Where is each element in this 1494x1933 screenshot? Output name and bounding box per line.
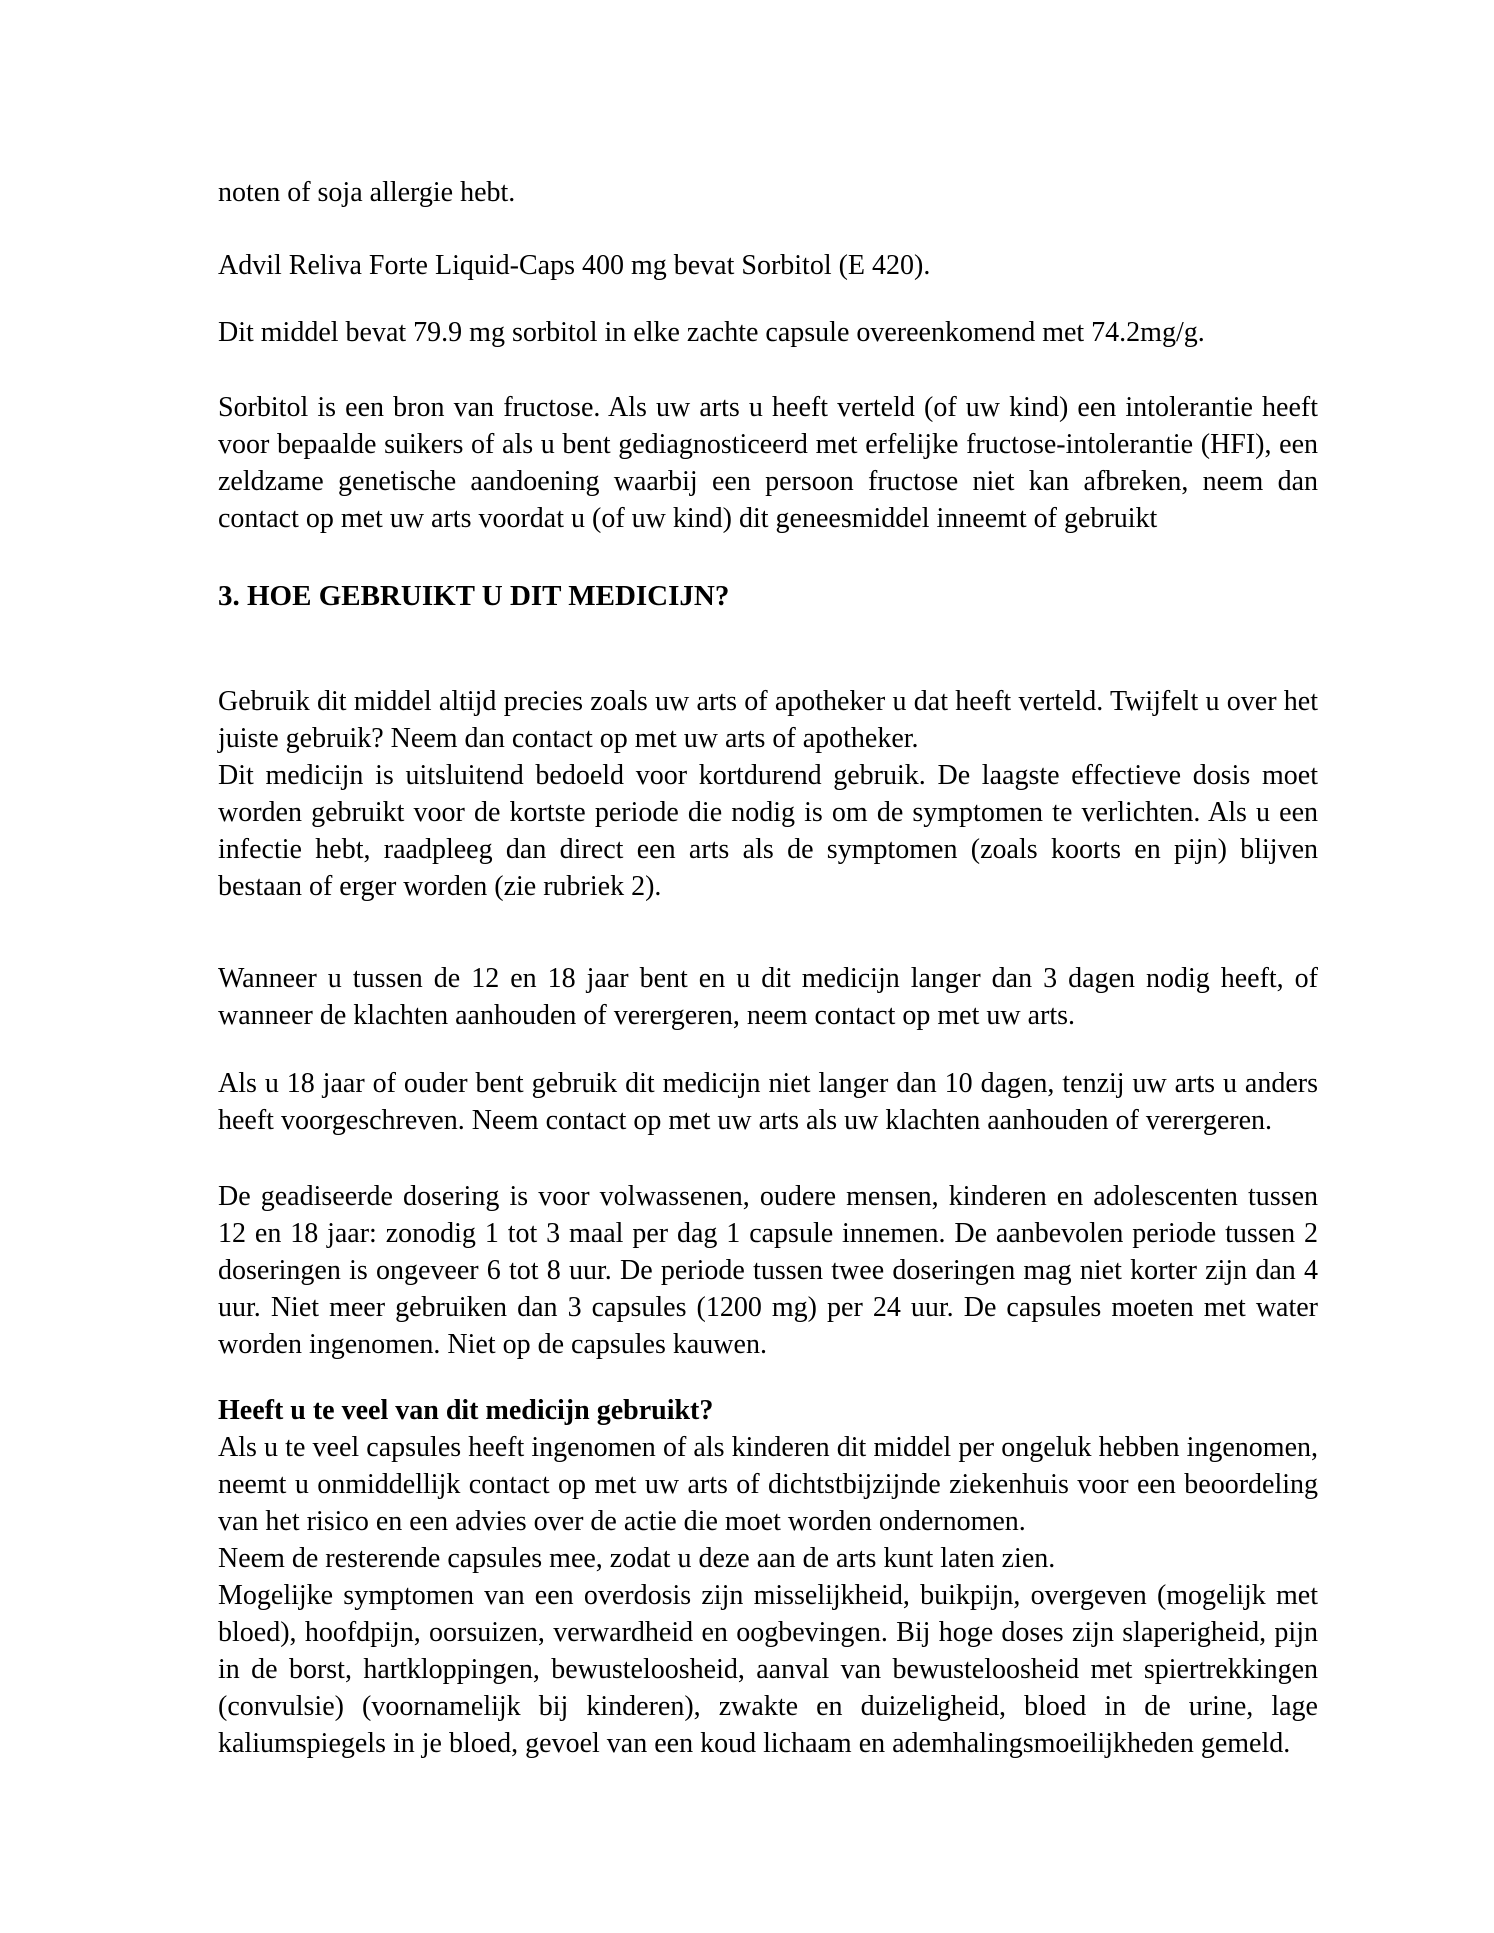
paragraph-usage-intro: Gebruik dit middel altijd precies zoals uw arts of apotheker u dat heeft verteld. Twijfelt u over het juiste gebruik? Neem dan contact op met uw arts of apotheker. xyxy=(218,686,1318,754)
paragraph-overdose-action: Als u te veel capsules heeft ingenomen of als kinderen dit middel per ongeluk hebben ingenomen, neemt u onmiddellijk contact op met uw arts of dichtstbijzijnde ziekenhuis voor een beoordeling van het risico en een advies over de actie die moet worden ondernomen. xyxy=(218,1432,1318,1537)
paragraph-dosage: De geadiseerde dosering is voor volwassenen, oudere mensen, kinderen en adolescenten tussen 12 en 18 jaar: zonodig 1 tot 3 maal per dag 1 capsule innemen. De aanbevolen periode tussen 2 doseringen is ongeveer 6 tot 8 uur. De periode tussen twee doseringen mag niet korter zijn dan 4 uur. Niet meer gebruiken dan 3 capsules (1200 mg) per 24 uur. De capsules moeten met water worden ingenomen. Niet op de capsules kauwen. xyxy=(218,1181,1318,1360)
section-heading-usage: 3. HOE GEBRUIKT U DIT MEDICIJN? xyxy=(218,580,730,612)
page-content xyxy=(218,174,1318,1762)
paragraph-short-term-use: Dit medicijn is uitsluitend bedoeld voor kortdurend gebruik. De laagste effectieve dosis moet worden gebruikt voor de kortste periode die nodig is om de symptomen te verlichten. Als u een infectie hebt, raadpleeg dan direct een arts als de symptomen (zoals koorts en pijn) blijven bestaan of erger worden (zie rubriek 2). xyxy=(218,760,1318,902)
paragraph-bring-capsules: Neem de resterende capsules mee, zodat u deze aan de arts kunt laten zien. xyxy=(218,1543,1056,1574)
subsection-heading-overdose: Heeft u te veel van dit medicijn gebruikt? xyxy=(218,1395,714,1426)
paragraph-sorbitol-contains: Advil Reliva Forte Liquid-Caps 400 mg bevat Sorbitol (E 420). xyxy=(218,250,931,281)
paragraph-overdose-symptoms: Mogelijke symptomen van een overdosis zijn misselijkheid, buikpijn, overgeven (mogelijk met bloed), hoofdpijn, oorsuizen, verwardheid en oogbevingen. Bij hoge doses zijn slaperigheid, pijn in de borst, hartkloppingen, bewusteloosheid, aanval van bewusteloosheid met spiertrekkingen (convulsie) (voornamelijk bij kinderen), zwakte en duizeligheid, bloed in de urine, lage kaliumspiegels in je bloed, gevoel van een koud lichaam en ademhalingsmoeilijkheden gemeld. xyxy=(218,1580,1318,1759)
paragraph-age-12-18: Wanneer u tussen de 12 en 18 jaar bent en u dit medicijn langer dan 3 dagen nodig heeft, of wanneer de klachten aanhouden of verergeren, neem contact op met uw arts. xyxy=(218,963,1318,1031)
paragraph-age-18-plus: Als u 18 jaar of ouder bent gebruik dit medicijn niet langer dan 10 dagen, tenzij uw arts u anders heeft voorgeschreven. Neem contact op met uw arts als uw klachten aanhouden of verergeren. xyxy=(218,1068,1318,1136)
paragraph-sorbitol-amount: Dit middel bevat 79.9 mg sorbitol in elke zachte capsule overeenkomend met 74.2mg/g. xyxy=(218,317,1205,348)
paragraph-fructose-warning: Sorbitol is een bron van fructose. Als uw arts u heeft verteld (of uw kind) een intolerantie heeft voor bepaalde suikers of als u bent gediagnosticeerd met erfelijke fructose-intolerantie (HFI), een zeldzame genetische aandoening waarbij een persoon fructose niet kan afbreken, neem dan contact op met uw arts voordat u (of uw kind) dit geneesmiddel inneemt of gebruikt xyxy=(218,392,1318,534)
paragraph-allergy-note: noten of soja allergie hebt. xyxy=(218,177,516,208)
